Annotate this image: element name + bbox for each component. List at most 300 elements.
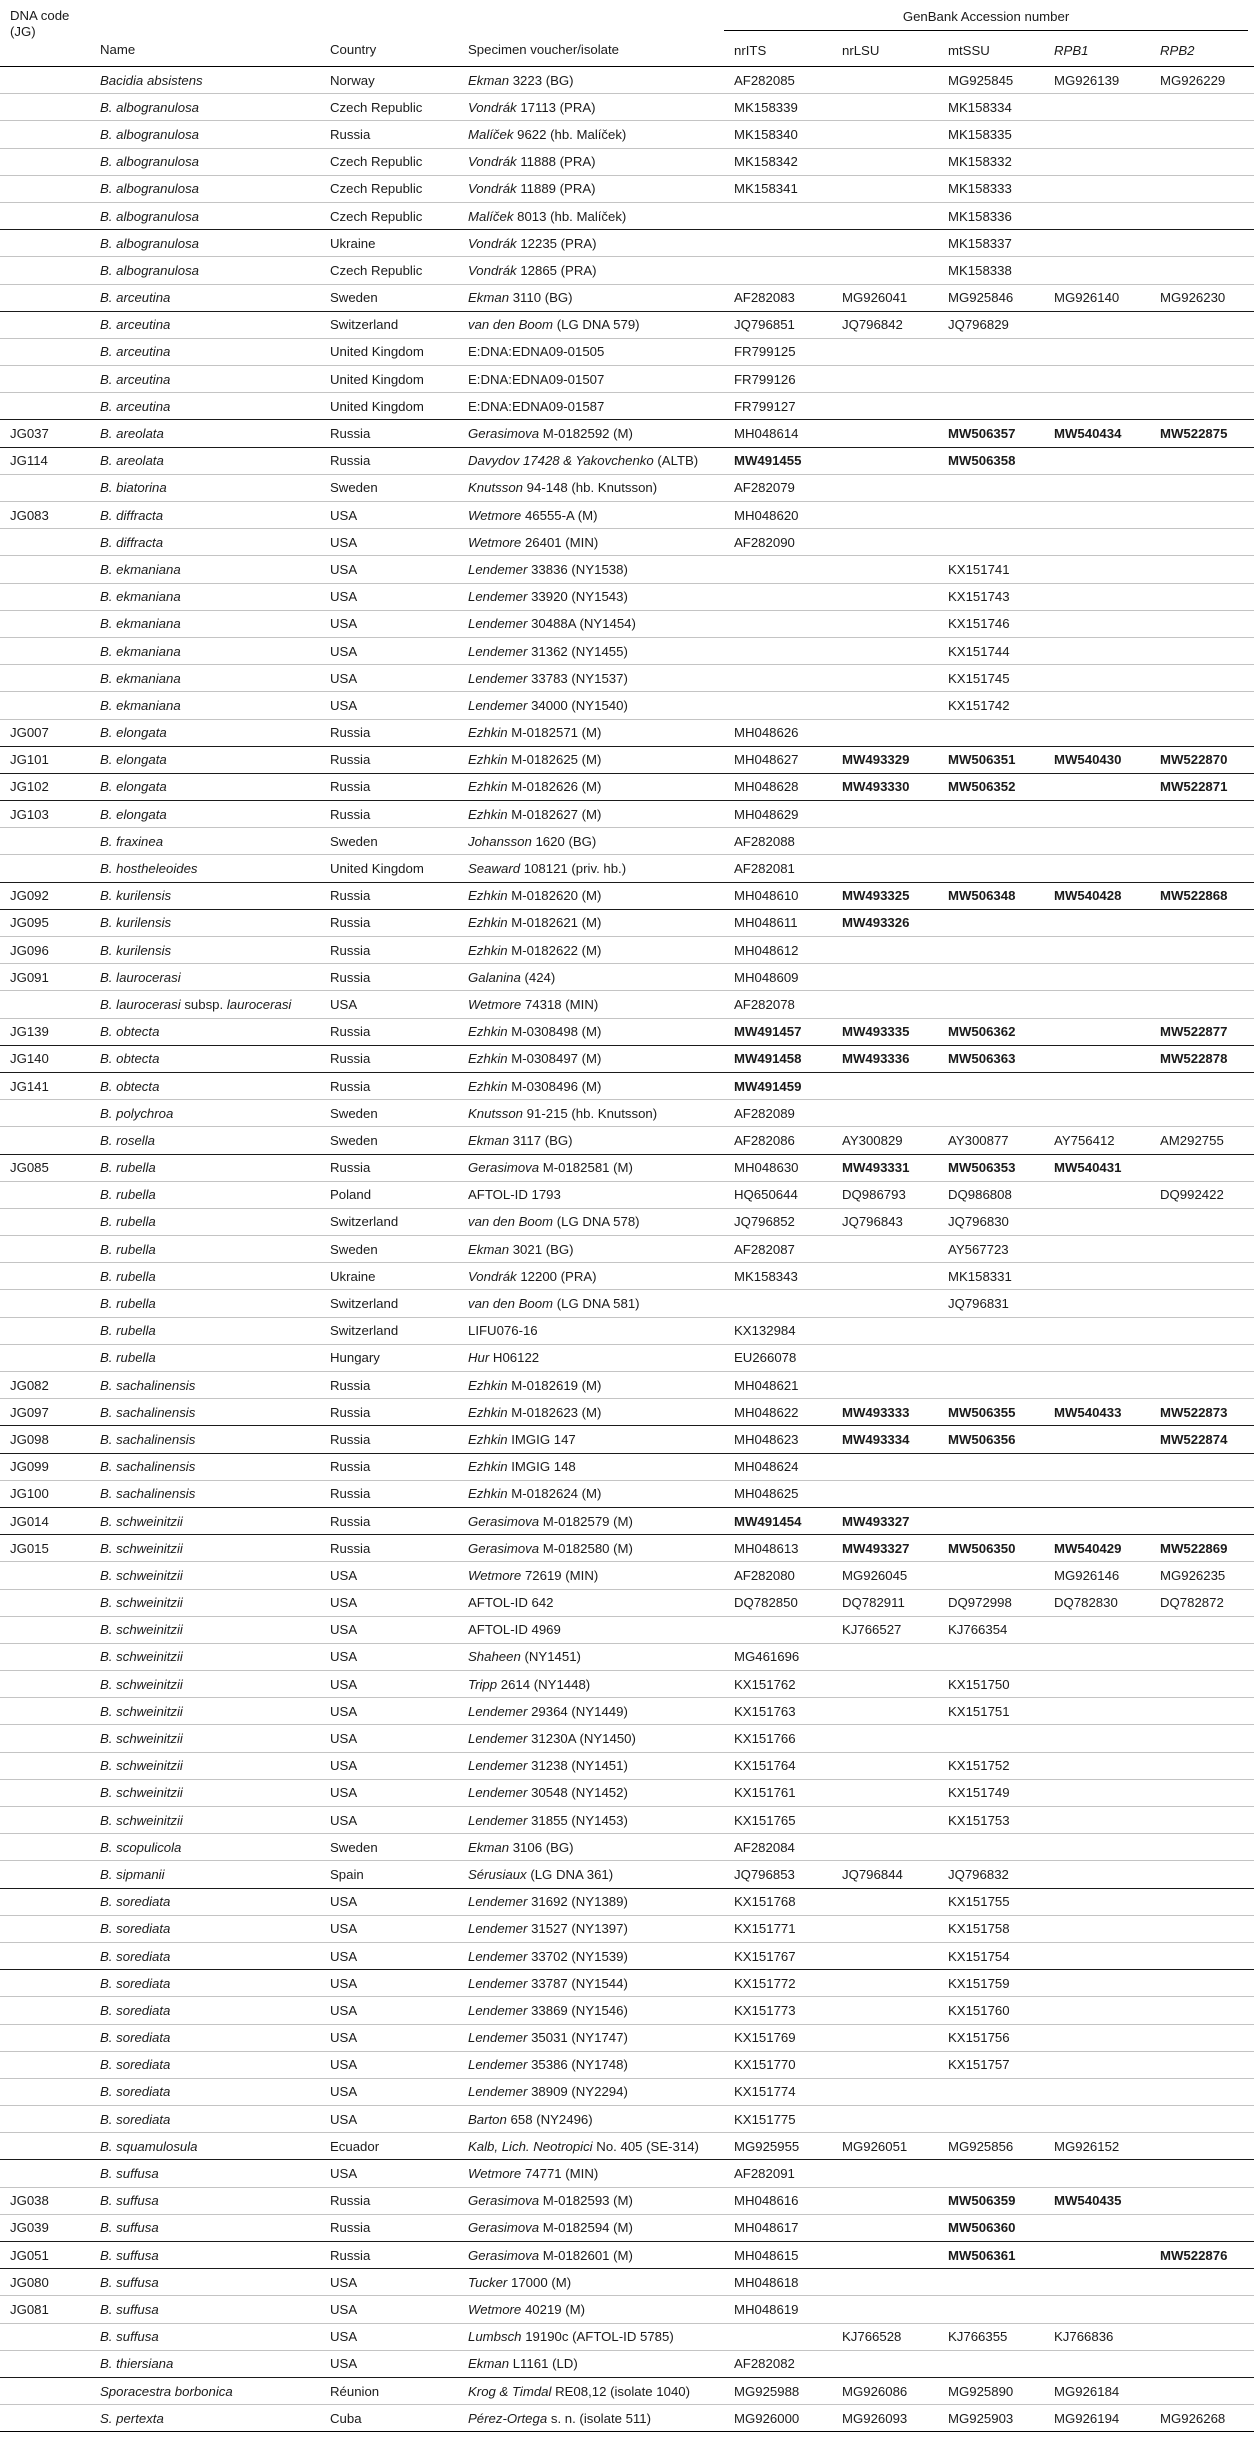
cell-country: [320, 257, 458, 284]
genus-name: B.: [100, 1649, 113, 1665]
country: USA: [330, 2301, 358, 2317]
cell-rpb1: [1044, 2377, 1150, 2404]
country: USA: [330, 2057, 358, 2073]
accession-number: MW540435: [1054, 2193, 1122, 2209]
cell-country: [320, 719, 458, 746]
cell-mtssu: [938, 2296, 1044, 2323]
cell-voucher: [458, 2269, 724, 2296]
accession-number: MW506355: [948, 1404, 1016, 1420]
genus-name: B.: [100, 1132, 113, 1148]
cell-rpb2: [1150, 1263, 1254, 1290]
cell-name: [90, 1344, 320, 1371]
dna-code: JG141: [10, 1078, 49, 1094]
genus-name: B.: [100, 1350, 113, 1366]
cell-nrits: [724, 366, 832, 393]
cell-nrits: [724, 1725, 832, 1752]
cell-mtssu: [938, 1535, 1044, 1562]
accession-number: MW522874: [1160, 1431, 1228, 1447]
accession-number: KX151757: [948, 2057, 1010, 2073]
cell-rpb2: [1150, 420, 1254, 447]
collector: Gerasimova: [468, 2247, 540, 2263]
accession-number: MH048611: [734, 915, 798, 931]
species-epithet: elongata: [116, 725, 167, 741]
cell-voucher: [458, 1671, 724, 1698]
cell-nrlsu: [832, 1018, 938, 1045]
cell-rpb1: [1044, 1263, 1150, 1290]
cell-voucher: [458, 420, 724, 447]
species-epithet: ekmaniana: [116, 643, 181, 659]
cell-mtssu: [938, 1671, 1044, 1698]
cell-nrlsu: [832, 67, 938, 94]
cell-nrlsu: [832, 1861, 938, 1888]
genus-name: B.: [100, 507, 113, 523]
table-row: [0, 2133, 1254, 2160]
rank-marker: subsp.: [184, 996, 224, 1012]
table-row: [0, 1834, 1254, 1861]
cell-rpb2: [1150, 447, 1254, 474]
genus-name: B.: [100, 1894, 113, 1910]
cell-voucher: [458, 1263, 724, 1290]
accession-number: MH048616: [734, 2193, 799, 2209]
cell-rpb1: [1044, 1426, 1150, 1453]
cell-mtssu: [938, 909, 1044, 936]
cell-rpb2: [1150, 338, 1254, 365]
cell-rpb1: [1044, 2078, 1150, 2105]
cell-rpb1: [1044, 828, 1150, 855]
cell-nrits: [724, 393, 832, 420]
cell-name: [90, 1072, 320, 1099]
cell-name: [90, 1453, 320, 1480]
voucher-number: IMGIG 148: [511, 1459, 576, 1475]
table-row: [0, 2242, 1254, 2269]
cell-rpb2: [1150, 2242, 1254, 2269]
species-epithet: polychroa: [116, 1105, 174, 1121]
voucher-number: 33787 (NY1544): [531, 1975, 628, 1991]
genus-name: B.: [100, 915, 113, 931]
cell-name: [90, 1861, 320, 1888]
species-epithet: sorediata: [116, 2002, 171, 2018]
genus-name: B.: [100, 1486, 113, 1502]
cell-rpb1: [1044, 1100, 1150, 1127]
cell-nrlsu: [832, 937, 938, 964]
cell-nrlsu: [832, 1752, 938, 1779]
cell-name: [90, 284, 320, 311]
genus-name: B.: [100, 398, 113, 414]
accession-number: MW522878: [1160, 1051, 1228, 1067]
collector: Malíček: [468, 208, 514, 224]
accession-number: KX151761: [734, 1785, 796, 1801]
cell-nrits: [724, 583, 832, 610]
cell-country: [320, 828, 458, 855]
genus-name: B.: [100, 1187, 113, 1203]
country: United Kingdom: [330, 398, 424, 414]
cell-nrlsu: [832, 1562, 938, 1589]
country: USA: [330, 2002, 358, 2018]
accession-number: MH048617: [734, 2220, 799, 2236]
voucher-number: 3021 (BG): [512, 1241, 574, 1257]
table-row: [0, 937, 1254, 964]
cell-nrits: [724, 1671, 832, 1698]
cell-rpb1: [1044, 1888, 1150, 1915]
accession-number: DQ986808: [948, 1187, 1012, 1203]
accession-number: MG926140: [1054, 290, 1120, 306]
cell-voucher: [458, 1915, 724, 1942]
genus-name: B.: [100, 589, 113, 605]
cell-nrlsu: [832, 94, 938, 121]
cell-voucher: [458, 1779, 724, 1806]
accession-number: KX151756: [948, 2030, 1010, 2046]
cell-name: [90, 610, 320, 637]
genus-name: B.: [100, 1703, 113, 1719]
voucher-number: 91-215 (hb. Knutsson): [526, 1105, 658, 1121]
country: Russia: [330, 2220, 371, 2236]
country: Norway: [330, 72, 375, 88]
accession-number: AF282086: [734, 1132, 795, 1148]
collector: Lendemer: [468, 670, 528, 686]
cell-rpb2: [1150, 1752, 1254, 1779]
cell-voucher: [458, 1045, 724, 1072]
cell-nrlsu: [832, 1399, 938, 1426]
dna-code: JG140: [10, 1051, 49, 1067]
genus-name: B.: [100, 969, 113, 985]
cell-rpb1: [1044, 2350, 1150, 2377]
accession-number: JQ796852: [734, 1214, 795, 1230]
cell-nrits: [724, 1888, 832, 1915]
cell-dna-code: [0, 1426, 90, 1453]
genus-name: B.: [100, 1214, 113, 1230]
cell-rpb1: [1044, 937, 1150, 964]
cell-rpb2: [1150, 1453, 1254, 1480]
cell-nrlsu: [832, 230, 938, 257]
header-nrlsu: nrLSU: [842, 42, 880, 58]
species-epithet: schweinitzii: [116, 1567, 183, 1583]
cell-mtssu: [938, 828, 1044, 855]
species-epithet: diffracta: [116, 507, 164, 523]
cell-country: [320, 1480, 458, 1507]
voucher-number: AFTOL-ID 642: [468, 1595, 554, 1611]
country: Russia: [330, 806, 371, 822]
cell-mtssu: [938, 2106, 1044, 2133]
cell-dna-code: [0, 2160, 90, 2187]
cell-country: [320, 202, 458, 229]
accession-number: MW506356: [948, 1431, 1016, 1447]
cell-country: [320, 529, 458, 556]
cell-name: [90, 583, 320, 610]
species-epithet: areolata: [116, 426, 164, 442]
cell-rpb2: [1150, 1290, 1254, 1317]
cell-nrlsu: [832, 338, 938, 365]
accession-number: MW493334: [842, 1431, 910, 1447]
collector: Knutsson: [468, 480, 523, 496]
collector: Ezhkin: [468, 725, 508, 741]
cell-voucher: [458, 1698, 724, 1725]
collector: Lendemer: [468, 1921, 528, 1937]
cell-mtssu: [938, 1045, 1044, 1072]
cell-dna-code: [0, 420, 90, 447]
cell-voucher: [458, 2133, 724, 2160]
cell-nrits: [724, 2350, 832, 2377]
species-epithet: laurocerasi: [116, 969, 181, 985]
cell-rpb2: [1150, 991, 1254, 1018]
cell-mtssu: [938, 1263, 1044, 1290]
cell-name: [90, 529, 320, 556]
cell-nrits: [724, 1399, 832, 1426]
cell-nrlsu: [832, 692, 938, 719]
cell-nrits: [724, 1018, 832, 1045]
cell-rpb2: [1150, 2214, 1254, 2241]
cell-nrits: [724, 2377, 832, 2404]
cell-name: [90, 311, 320, 338]
accession-number: MH048612: [734, 942, 799, 958]
cell-dna-code: [0, 1942, 90, 1969]
cell-mtssu: [938, 2323, 1044, 2350]
country: Sweden: [330, 1132, 378, 1148]
accession-number: AF282089: [734, 1105, 795, 1121]
cell-nrits: [724, 637, 832, 664]
voucher-number: 108121 (priv. hb.): [523, 861, 627, 877]
genus-name: B.: [100, 480, 113, 496]
collector: van den Boom: [468, 1296, 554, 1312]
voucher-number: 26401 (MIN): [524, 534, 599, 550]
country: USA: [330, 1567, 358, 1583]
cell-rpb1: [1044, 393, 1150, 420]
cell-name: [90, 1970, 320, 1997]
species-epithet: kurilensis: [116, 915, 172, 931]
collector: Ekman: [468, 1132, 510, 1148]
cell-country: [320, 420, 458, 447]
dna-code: JG092: [10, 888, 49, 904]
cell-nrits: [724, 1290, 832, 1317]
country: Russia: [330, 1051, 371, 1067]
genus-name: B.: [100, 426, 113, 442]
cell-mtssu: [938, 1127, 1044, 1154]
collector: Ezhkin: [468, 1078, 508, 1094]
table-row: [0, 746, 1254, 773]
cell-voucher: [458, 882, 724, 909]
dna-code: JG102: [10, 779, 49, 795]
genus-name: B.: [100, 1731, 113, 1747]
accession-number: MG926235: [1160, 1567, 1226, 1583]
collector: Ezhkin: [468, 752, 508, 768]
cell-voucher: [458, 1072, 724, 1099]
species-epithet: sorediata: [116, 2030, 171, 2046]
table-row: [0, 202, 1254, 229]
cell-rpb1: [1044, 1317, 1150, 1344]
cell-nrlsu: [832, 1072, 938, 1099]
cell-rpb2: [1150, 1181, 1254, 1208]
cell-country: [320, 2160, 458, 2187]
cell-rpb2: [1150, 1317, 1254, 1344]
cell-name: [90, 2187, 320, 2214]
accession-number: MW506358: [948, 453, 1016, 469]
genus-name: B.: [100, 2138, 113, 2154]
cell-dna-code: [0, 2106, 90, 2133]
collector: Ezhkin: [468, 1377, 508, 1393]
cell-nrits: [724, 2323, 832, 2350]
dna-code: JG103: [10, 806, 49, 822]
cell-dna-code: [0, 2323, 90, 2350]
cell-dna-code: [0, 529, 90, 556]
collector: Ekman: [468, 1241, 510, 1257]
cell-rpb1: [1044, 1807, 1150, 1834]
header-rpb2: RPB2: [1160, 42, 1195, 58]
voucher-number: M-0182594 (M): [542, 2220, 633, 2236]
country: USA: [330, 1948, 358, 1964]
table-row: [0, 2078, 1254, 2105]
genus-name: B.: [100, 2329, 113, 2345]
cell-rpb1: [1044, 773, 1150, 800]
cell-nrits: [724, 2405, 832, 2432]
cell-rpb1: [1044, 284, 1150, 311]
cell-nrlsu: [832, 1643, 938, 1670]
voucher-number: H06122: [492, 1350, 540, 1366]
voucher-number: 31692 (NY1389): [531, 1894, 628, 1910]
cell-dna-code: [0, 2024, 90, 2051]
cell-nrlsu: [832, 1236, 938, 1263]
cell-voucher: [458, 1616, 724, 1643]
cell-voucher: [458, 2160, 724, 2187]
cell-nrlsu: [832, 1372, 938, 1399]
table-row: [0, 1453, 1254, 1480]
accession-number: DQ782911: [842, 1595, 905, 1611]
cell-rpb2: [1150, 529, 1254, 556]
table-row: [0, 2051, 1254, 2078]
voucher-number: 74318 (MIN): [524, 996, 599, 1012]
cell-nrlsu: [832, 2214, 938, 2241]
cell-voucher: [458, 1018, 724, 1045]
cell-nrits: [724, 1779, 832, 1806]
species-epithet: sorediata: [116, 1948, 171, 1964]
country: USA: [330, 616, 358, 632]
cell-nrlsu: [832, 1507, 938, 1534]
cell-mtssu: [938, 2214, 1044, 2241]
table-row: [0, 529, 1254, 556]
table-row: [0, 1888, 1254, 1915]
accession-number: MK158335: [948, 126, 1012, 142]
cell-voucher: [458, 148, 724, 175]
table-row: [0, 1236, 1254, 1263]
cell-rpb2: [1150, 148, 1254, 175]
cell-dna-code: [0, 94, 90, 121]
cell-voucher: [458, 855, 724, 882]
cell-voucher: [458, 1643, 724, 1670]
cell-nrlsu: [832, 2269, 938, 2296]
voucher-number: M-0182579 (M): [542, 1513, 633, 1529]
cell-voucher: [458, 1942, 724, 1969]
cell-country: [320, 1399, 458, 1426]
cell-nrits: [724, 610, 832, 637]
cell-name: [90, 1399, 320, 1426]
table-row: [0, 1127, 1254, 1154]
cell-mtssu: [938, 366, 1044, 393]
cell-rpb1: [1044, 1399, 1150, 1426]
accession-number: KX151763: [734, 1703, 796, 1719]
cell-rpb1: [1044, 1344, 1150, 1371]
accession-number: MW540431: [1054, 1160, 1122, 1176]
cell-rpb2: [1150, 746, 1254, 773]
cell-nrlsu: [832, 583, 938, 610]
collector: Wetmore: [468, 1567, 522, 1583]
country: USA: [330, 996, 358, 1012]
cell-rpb1: [1044, 257, 1150, 284]
cell-name: [90, 1888, 320, 1915]
cell-dna-code: [0, 610, 90, 637]
collector: Ekman: [468, 1839, 510, 1855]
table-row: [0, 1807, 1254, 1834]
accession-number: MW540428: [1054, 888, 1122, 904]
cell-voucher: [458, 175, 724, 202]
country: Sweden: [330, 1839, 378, 1855]
cell-nrlsu: [832, 474, 938, 501]
cell-voucher: [458, 746, 724, 773]
collector: Vondrák: [468, 262, 517, 278]
table-row: [0, 1154, 1254, 1181]
cell-nrlsu: [832, 1915, 938, 1942]
genus-name: B.: [100, 1051, 113, 1067]
table-row: [0, 2024, 1254, 2051]
cell-dna-code: [0, 1290, 90, 1317]
genus-name: B.: [100, 1785, 113, 1801]
cell-dna-code: [0, 1154, 90, 1181]
cell-voucher: [458, 828, 724, 855]
species-epithet: rosella: [116, 1132, 155, 1148]
genus-name: B.: [100, 453, 113, 469]
cell-mtssu: [938, 1426, 1044, 1453]
cell-rpb2: [1150, 2269, 1254, 2296]
cell-voucher: [458, 1317, 724, 1344]
dna-code: JG098: [10, 1431, 49, 1447]
voucher-number: LIFU076-16: [468, 1323, 538, 1339]
accession-number: MG925846: [948, 290, 1014, 306]
country: USA: [330, 589, 358, 605]
cell-voucher: [458, 121, 724, 148]
accession-number: KX151769: [734, 2030, 796, 2046]
voucher-number: 17000 (M): [511, 2274, 572, 2290]
accession-number: DQ782872: [1160, 1595, 1224, 1611]
voucher-number: s. n. (isolate 511): [550, 2410, 652, 2426]
accession-number: KJ766355: [948, 2329, 1008, 2345]
cell-mtssu: [938, 2078, 1044, 2105]
country: Russia: [330, 1024, 371, 1040]
accession-number: DQ782850: [734, 1595, 798, 1611]
accession-number: KX151741: [948, 561, 1010, 577]
accession-number: MG926051: [842, 2138, 908, 2154]
cell-nrlsu: [832, 2187, 938, 2214]
cell-nrits: [724, 529, 832, 556]
collector: Pérez-Ortega: [468, 2410, 548, 2426]
collector: Wetmore: [468, 507, 522, 523]
cell-rpb1: [1044, 556, 1150, 583]
genus-name: B.: [100, 1404, 113, 1420]
cell-mtssu: [938, 2242, 1044, 2269]
cell-name: [90, 1127, 320, 1154]
cell-country: [320, 2214, 458, 2241]
cell-name: [90, 1698, 320, 1725]
cell-dna-code: [0, 1236, 90, 1263]
cell-rpb2: [1150, 1480, 1254, 1507]
cell-voucher: [458, 1426, 724, 1453]
cell-country: [320, 338, 458, 365]
cell-nrlsu: [832, 257, 938, 284]
cell-nrits: [724, 338, 832, 365]
cell-dna-code: [0, 148, 90, 175]
accession-number: MH048622: [734, 1404, 799, 1420]
cell-rpb2: [1150, 1834, 1254, 1861]
accession-number: MW522868: [1160, 888, 1228, 904]
cell-mtssu: [938, 1181, 1044, 1208]
cell-nrits: [724, 1263, 832, 1290]
genus-name: B.: [100, 208, 113, 224]
